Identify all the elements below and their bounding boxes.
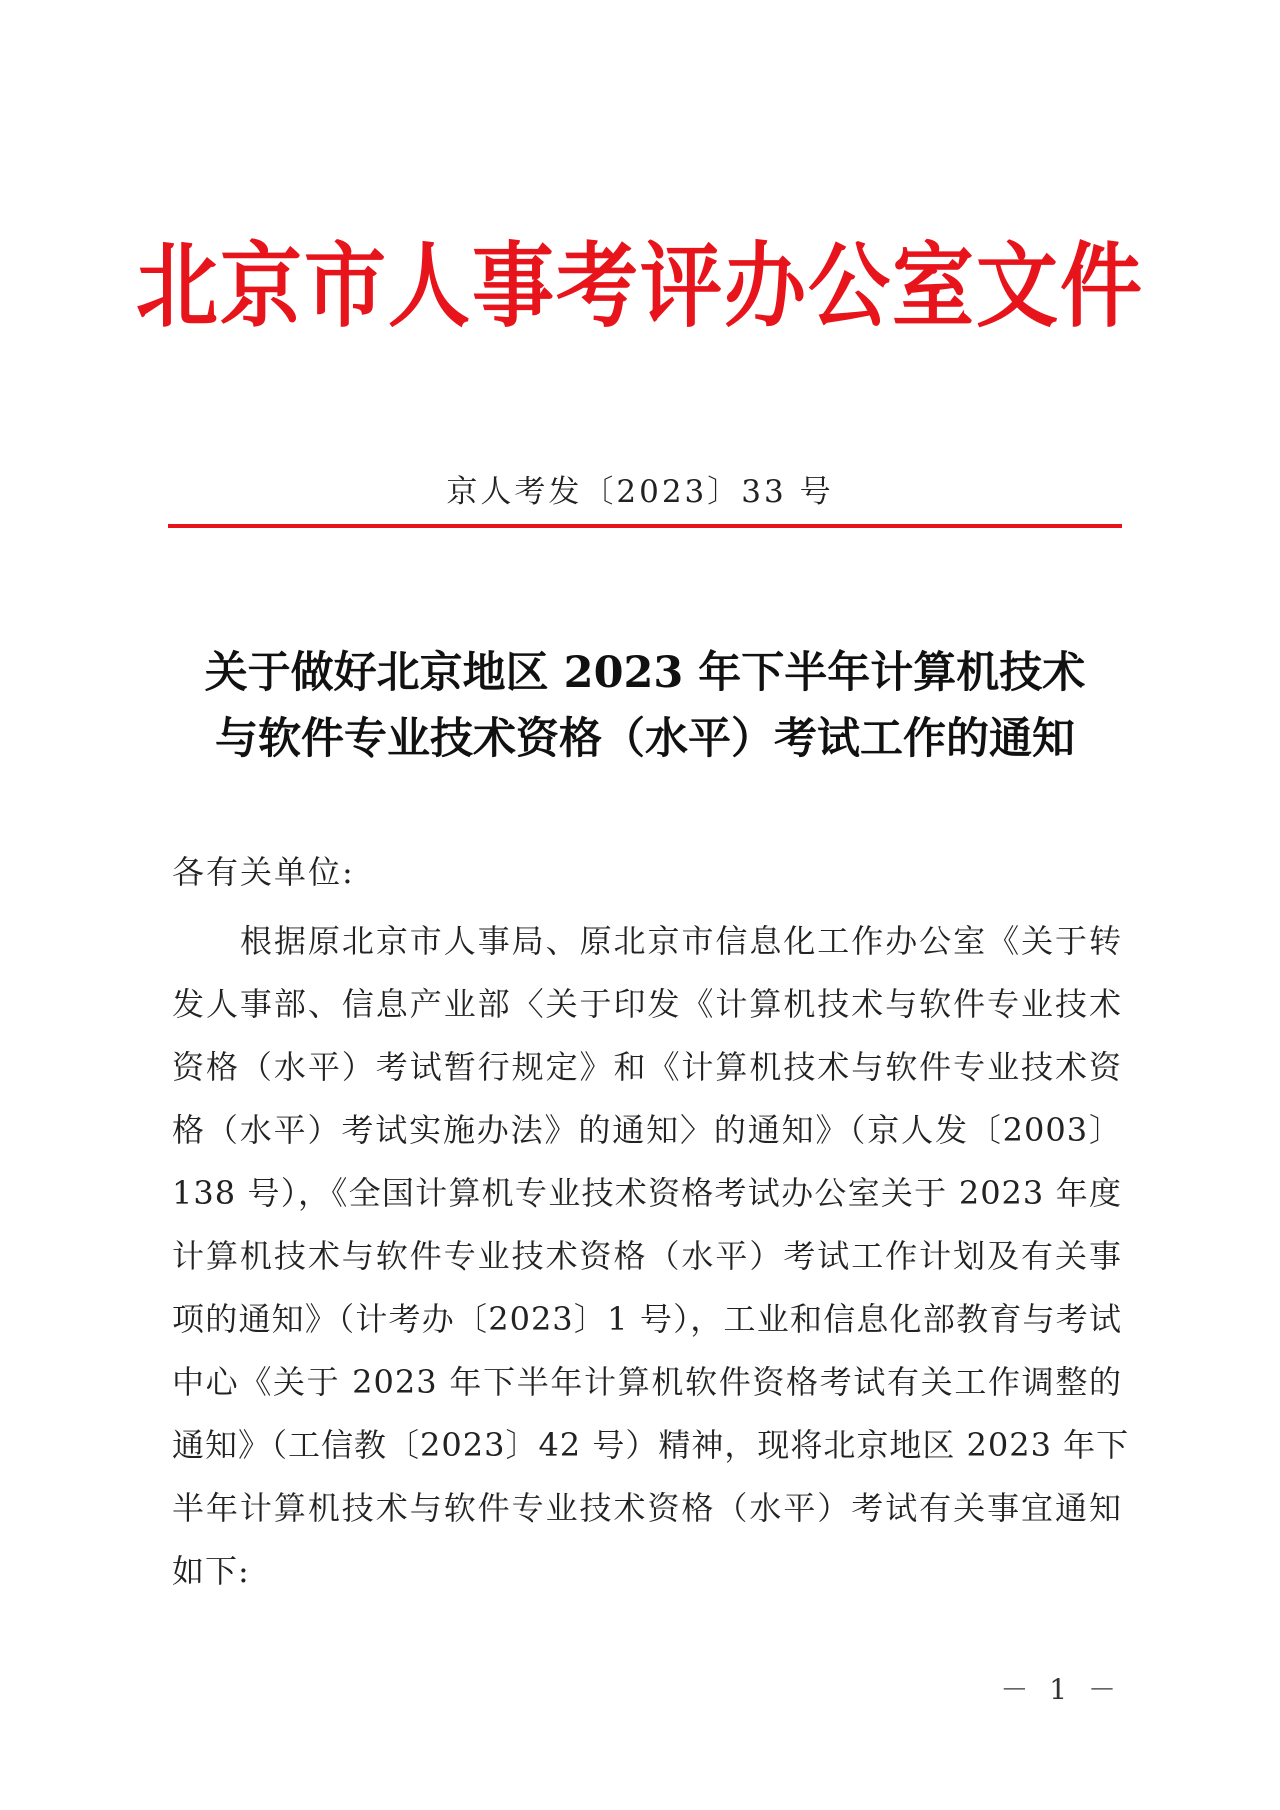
body-line: 138 号），《全国计算机专业技术资格考试办公室关于 2023 年度 [172, 1174, 1122, 1212]
body-line: 中心《关于 2023 年下半年计算机软件资格考试有关工作调整的 [172, 1363, 1122, 1401]
body-line: 格（水平）考试实施办法》的通知〉的通知》（京人发〔2003〕 [172, 1111, 1122, 1149]
document-header-title: 北京市人事考评办公室文件 [135, 234, 1144, 341]
red-divider-line [168, 524, 1122, 528]
salutation: 各有关单位: [172, 853, 355, 891]
body-line: 发人事部、信息产业部〈关于印发《计算机技术与软件专业技术 [172, 985, 1122, 1023]
body-line: 计算机技术与软件专业技术资格（水平）考试工作计划及有关事 [172, 1237, 1122, 1275]
notice-title-line-2: 与软件专业技术资格（水平）考试工作的通知 [215, 714, 1075, 764]
body-line: 半年计算机技术与软件专业技术资格（水平）考试有关事宜通知 [172, 1489, 1122, 1527]
page-number: － 1 － [1000, 1673, 1122, 1706]
body-line: 如下: [172, 1552, 250, 1590]
notice-title [168, 640, 1122, 772]
body-line: 根据原北京市人事局、原北京市信息化工作办公室《关于转 [240, 922, 1122, 960]
body-paragraph [172, 910, 1130, 1603]
body-line: 资格（水平）考试暂行规定》和《计算机技术与软件专业技术资 [172, 1048, 1122, 1086]
body-line: 项的通知》（计考办〔2023〕1 号），工业和信息化部教育与考试 [172, 1300, 1122, 1338]
notice-title-line-1: 关于做好北京地区 2023 年下半年计算机技术 [204, 648, 1086, 698]
document-number: 京人考发〔2023〕33 号 [446, 474, 834, 510]
body-line: 通知》（工信教〔2023〕42 号）精神，现将北京地区 2023 年下 [172, 1426, 1130, 1464]
